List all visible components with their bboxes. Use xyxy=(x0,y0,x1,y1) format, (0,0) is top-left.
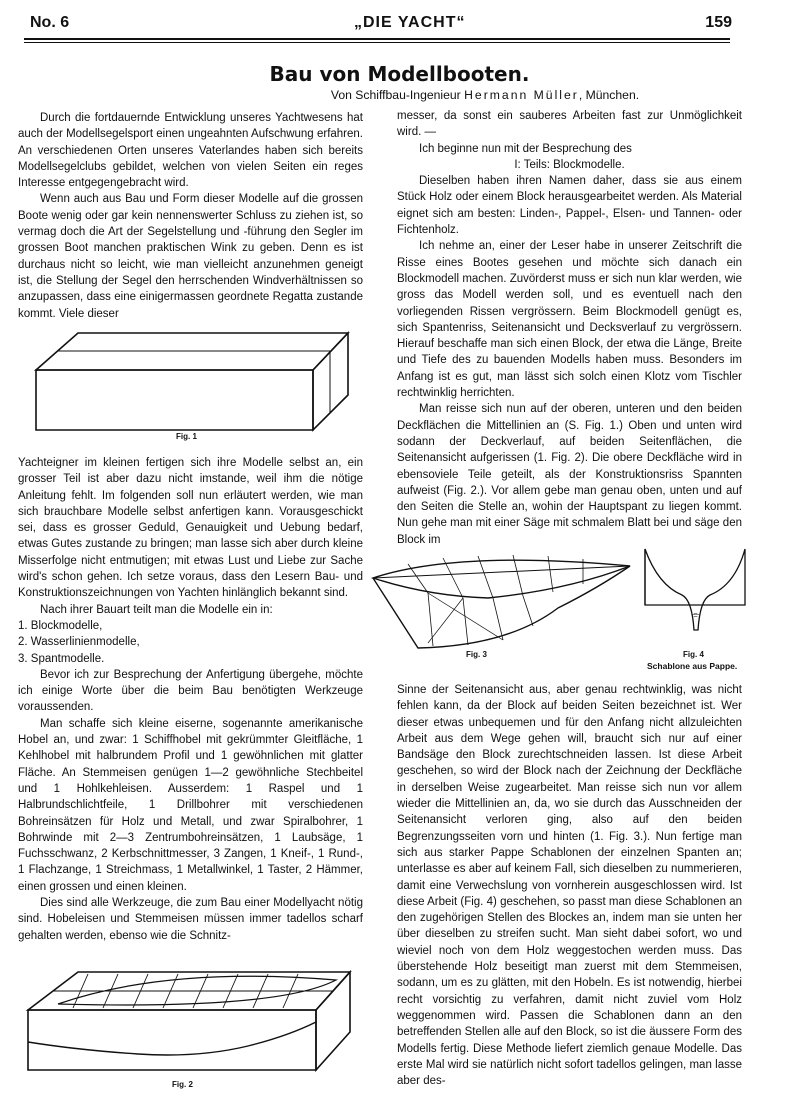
paragraph: Ich beginne nun mit der Besprechung des xyxy=(419,142,632,155)
paragraph: Durch die fortdauernde Entwicklung unseres Yachtwesens hat auch der Modellsegelsport einen ungeahnten Aufschwung erfahren. An verschiedenen Orten unseres Vaterlandes haben sich bereits Modellsegelclubs gebildet, welchen von vielen Seiten ein reges Interesse entgegengebracht wird. xyxy=(18,112,363,190)
author-name: Hermann Müller xyxy=(464,88,579,102)
byline-suffix: , München. xyxy=(578,88,640,102)
paragraph: Dies sind alle Werkzeuge, die zum Bau einer Modellyacht nötig sind. Hobeleisen und Stemmeisen müssen immer tadellos scharf gehalten werden, ebenso wie die Schnitz- xyxy=(18,897,363,942)
list-item: 2. Wasserlinienmodelle, xyxy=(18,636,140,649)
page-header xyxy=(24,12,732,36)
fig2-block-drawing xyxy=(18,960,358,1072)
byline-prefix: Von Schiffbau-Ingenieur xyxy=(330,88,465,102)
page-number: 159 xyxy=(705,14,732,31)
fig4-template-drawing xyxy=(640,545,752,645)
list-item: 1. Blockmodelle, xyxy=(18,619,103,632)
article-title: Bau von Modellbooten. xyxy=(269,62,530,86)
paragraph: Yachteigner im kleinen fertigen sich ihre Modelle selbst an, ein grosser Teil ist aber dazu nicht imstande, weil ihm die nötige Anleitung fehlt. Im folgenden soll nun erläutert werden, wie man sich brauchbare Modelle selbst anfertigen kann. Vorausgeschickt sei, dass es grosser Geduld, Genauigkeit und Uebung bedarf, etwas Gutes zustande zu bringen; man lasse sich aber durch kleine Misserfolge nicht entmutigen; mit etwas Lust und Liebe zur Sache wird's schon gehen. Ich setze voraus, dass den Lesern Bau- und Konstruktionszeichnungen von Yachten hinlänglich bekannt sind. xyxy=(18,457,363,600)
fig2-caption: Fig. 2 xyxy=(172,1080,193,1089)
list-item: 3. Spantmodelle. xyxy=(18,652,105,665)
fig3-caption: Fig. 3 xyxy=(466,650,487,659)
right-column-top xyxy=(397,108,742,548)
fig4-subcaption: Schablone aus Pappe. xyxy=(647,661,738,671)
issue-number: No. 6 xyxy=(30,14,70,31)
left-column-bottom xyxy=(18,455,363,944)
masthead: „DIE YACHT“ xyxy=(354,14,466,31)
fig4-caption: Fig. 4 xyxy=(683,650,704,659)
paragraph: Dieselben haben ihren Namen daher, dass sie aus einem Stück Holz oder einem Block herausgearbeitet werden. Als Material eignet sich am besten: Linden-, Pappel-, Elsen- und Tannen- oder Fichtenholz. xyxy=(397,175,742,237)
fig1-block-drawing xyxy=(28,325,358,435)
paragraph: Wenn auch aus Bau und Form dieser Modelle auf die grossen Boote wenig oder gar kein nennenswerter Schluss zu ziehen ist, so vermag doch die Art der Segelstellung und -führung den Segler im grossen Boot manchen praktischen Wink zu geben. Denn es ist durchaus nicht so leicht, wie man vielleicht anzunehmen geneigt ist, die Stellung der Segel den herrschenden Windverhältnissen so anzupassen, dass eine einigermassen geordnete Regatta zustande kommt. Viele dieser xyxy=(18,193,363,320)
paragraph: Nach ihrer Bauart teilt man die Modelle ein in: xyxy=(40,603,273,616)
svg-text:⌯: ⌯ xyxy=(692,610,700,620)
paragraph: Bevor ich zur Besprechung der Anfertigung übergehe, möchte ich einige Worte über die beim Bau benötigten Werkzeuge voraussenden. xyxy=(18,668,363,714)
paragraph: Ich nehme an, einer der Leser habe in unserer Zeitschrift die Risse eines Bootes gesehen und möchte sich danach ein Blockmodell machen. Zuvörderst muss er sich nun klar werden, wie gross das Modell werden soll, und es eventuell nach den vorliegenden Rissen vergrössern. Beim Blockmodell genügt es, sich Spantenriss, Seitenansicht und Decksverlauf zu vergrössern. Hierauf beschaffe man sich einen Block, der etwa die Länge, Breite und Tiefe des zu bauenden Modells haben muss. Besonders im Anfang ist es gut, man lässt sich solch einen Klotz vom Tischler rechtwinklig herrichten. xyxy=(397,240,742,400)
section-heading: I: Teils: Blockmodelle. xyxy=(514,158,625,171)
right-column-bottom xyxy=(397,682,742,1089)
paragraph: Sinne der Seitenansicht aus, aber genau rechtwinklig, was nicht fehlen kann, da der Block auf beiden Seiten bezeichnet ist. Wer dieser etwas unbequemen und für den Anfang nicht allzuleichten Arbeit aus dem Wege gehen will, braucht sich nur auf einer Bandsäge den Block zurechtschneiden lassen. Ist diese Arbeit geschehen, so wird der Block nach der Zeichnung der Deckfläche in derselben Weise zugearbeitet. Man reisse sich nun vor allem wieder die Mittellinien an, da, wo sie durch das Ausschneiden der Seitenansicht verloren ging, also auf den beiden Begrenzungsseiten vorn und hinten (1. Fig. 3.). Nun fertige man sich aus starker Pappe Schablonen der einzelnen Spanten an; unterlasse es aber auf keinem Fall, sich dieselben zu nummerieren, damit eine Verwechslung von vornherein ausgeschlossen wird. Ist diese Arbeit (Fig. 4) geschehen, so passt man diese Schablonen an den zugehörigen Stellen des Blockes an, indem man sie unten her über dieselben zu streifen sucht. Man sieht dabei sofort, wo und wieviel noch von dem Holz weggestochen werden muss. Das überstehende Holz beseitigt man zuerst mit dem Stemmeisen, sodann, um es zu glätten, mit den Hobeln. Es ist notwendig, hierbei recht vorsichtig zu verfahren, damit nicht zuviel vom Holz weggenommen wird. Passen die Schablonen dann an den betreffenden Stellen alle auf den Block, so ist die äussere Form des Modells fertig. Diese Methode liefert ziemlich genaue Modelle. Das erste Mal wird sie natürlich nicht sofort tadellos gelingen, man lasse aber des- xyxy=(397,684,742,1088)
header-rule xyxy=(24,38,730,40)
fig1-caption: Fig. 1 xyxy=(176,432,197,441)
article-byline xyxy=(200,88,770,102)
header-rule-thin xyxy=(24,42,730,43)
left-column-top xyxy=(18,110,363,322)
paragraph: Man reisse sich nun auf der oberen, unteren und den beiden Deckflächen die Mittellinien an (S. Fig. 1.) Oben und unten wird sodann der Deckverlauf, auf beiden Seitenflächen, die Seitenansicht aufgerissen (1. Fig. 2). Die obere Deckfläche wird in ebensoviele Teile geteilt, als der Konstruktionsriss Spannten aufweist (Fig. 2.). Vor allem gebe man genau oben, unten und auf den Seiten die Stelle an, wohin der Hauptspant zu liegen kommt. Nun gehe man mit einer Säge mit schmalem Blatt bei und säge den Block im xyxy=(397,403,742,546)
paragraph: messer, da sonst ein sauberes Arbeiten fast zur Unmöglichkeit wird. — xyxy=(397,110,742,139)
paragraph: Man schaffe sich kleine eiserne, sogenannte amerikanische Hobel an, und zwar: 1 Schiffhobel mit gekrümmter Gleitfläche, 1 Kehlhobel mit halbrundem Profil und 1 gewöhnlichen mit glatter Fläche. An Stemmeisen genügen 1—2 gewöhnliche Stechbeitel und 1 Hohlkehleisen. Ausserdem: 1 Raspel und 1 Halbrundschlichtfeile, 1 Drillbohrer mit verschiedenen Bohreinsätzen für Holz und Metall, und zwar Spiralbohrer, 1 Bohrwinde mit 2—3 Zentrumbohreinsätzen, 1 Laubsäge, 1 Fuchsschwanz, 2 Kerbschnittmesser, 3 Zangen, 1 Kneif-, 1 Rund-, 1 Flachzange, 1 Streichmass, 1 Metallwinkel, 1 Taster, 2 Hämmer, einen grossen und einen kleinen. xyxy=(18,717,363,893)
fig3-hull-drawing xyxy=(368,548,636,658)
